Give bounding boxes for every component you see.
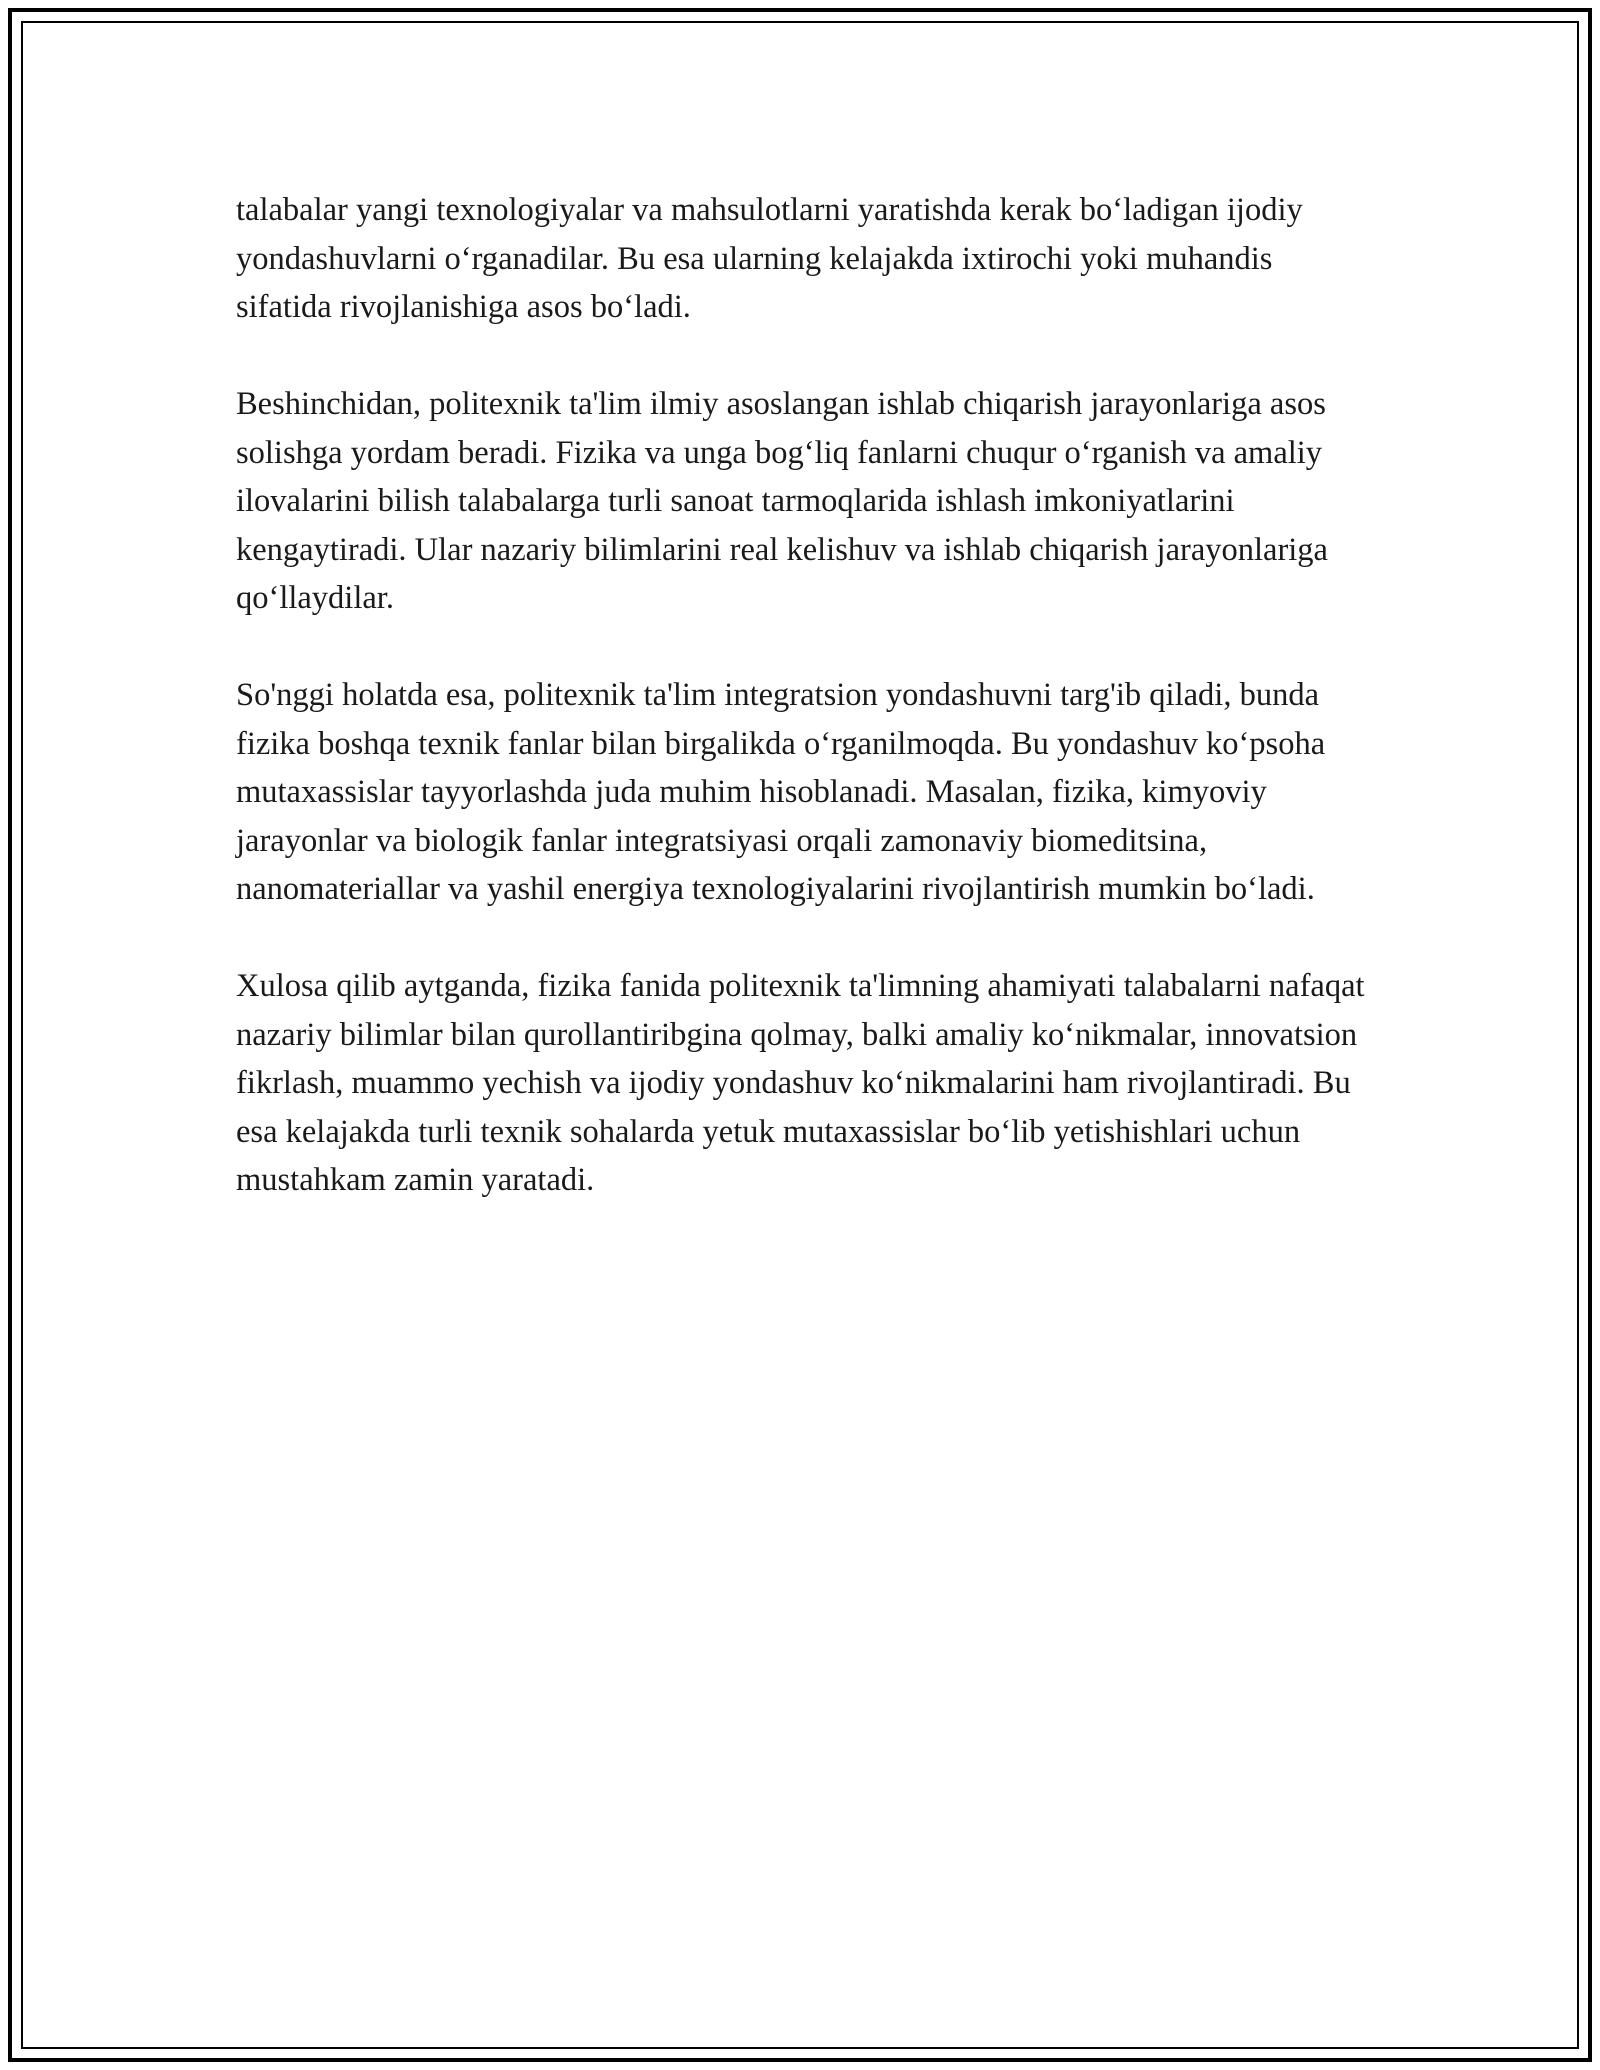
paragraph-1: talabalar yangi texnologiyalar va mahsulotlarni yaratishda kerak bo‘ladigan ijodiy yondashuvlarni o‘rganadilar. Bu esa ularning kelajakda ixtirochi yoki muhandis sifatida rivojlanishiga asos bo‘ladi. [236, 192, 1303, 325]
paragraph-2: Beshinchidan, politexnik ta'lim ilmiy asoslangan ishlab chiqarish jarayonlariga asos solishga yordam beradi. Fizika va unga bog‘liq fanlarni chuqur o‘rganish va amaliy ilovalarini bilish talabalarga turli sanoat tarmoqlarida ishlash imkoniyatlarini kengaytiradi. Ular nazariy bilimlarini real kelishuv va ishlab chiqarish jarayonlariga qo‘llaydilar. [236, 386, 1328, 616]
document-body [236, 186, 1376, 1253]
paragraph-4: Xulosa qilib aytganda, fizika fanida politexnik ta'limning ahamiyati talabalarni nafaqat nazariy bilimlar bilan qurollantiribgina qolmay, balki amaliy ko‘nikmalar, innovatsion fikrlash, muammo yechish va ijodiy yondashuv ko‘nikmalarini ham rivojlantiradi. Bu esa kelajakda turli texnik sohalarda yetuk mutaxassislar bo‘lib yetishishlari uchun mustahkam zamin yaratadi. [236, 968, 1365, 1198]
paragraph-3: So'nggi holatda esa, politexnik ta'lim integratsion yondashuvni targ'ib qiladi, bunda fizika boshqa texnik fanlar bilan birgalikda o‘rganilmoqda. Bu yondashuv ko‘psoha mutaxassislar tayyorlashda juda muhim hisoblanadi. Masalan, fizika, kimyoviy jarayonlar va biologik fanlar integratsiyasi orqali zamonaviy biomeditsina, nanomateriallar va yashil energiya texnologiyalarini rivojlantirish mumkin bo‘ladi. [236, 677, 1326, 907]
